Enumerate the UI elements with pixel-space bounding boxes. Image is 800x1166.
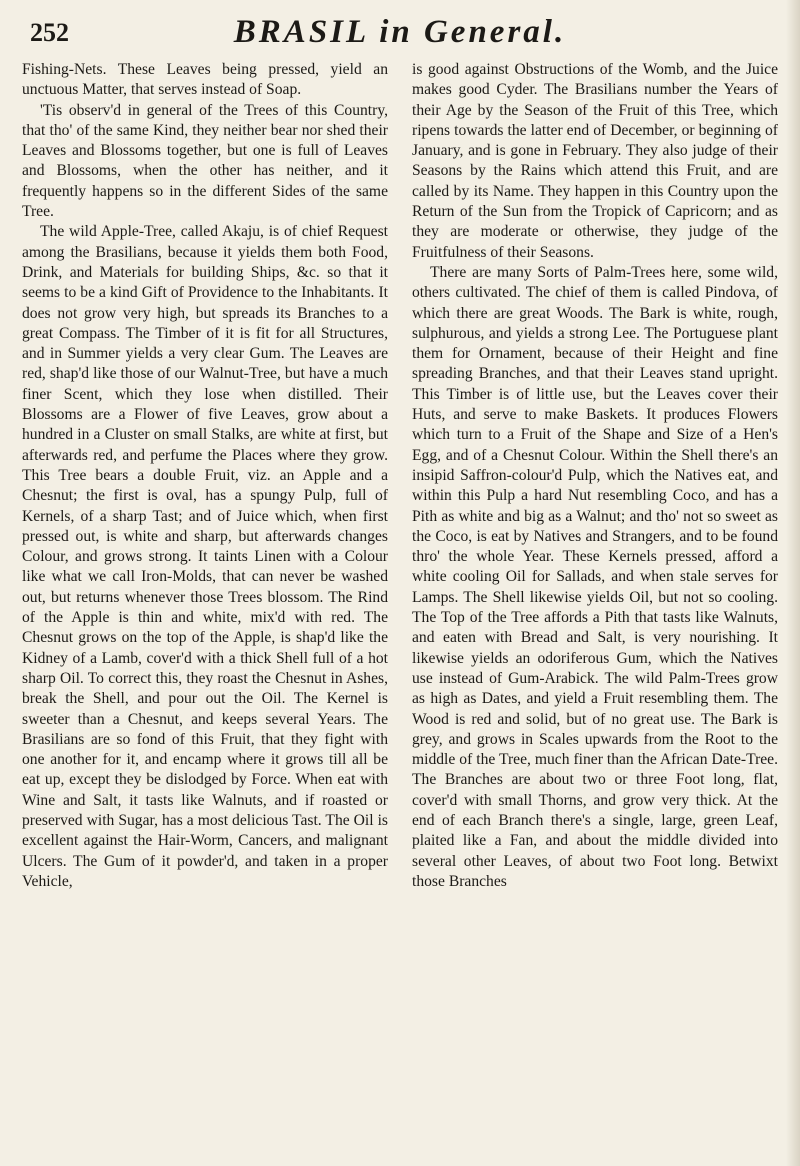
text-columns xyxy=(22,60,778,892)
paragraph: The wild Apple-Tree, called Akaju, is of chief Request among the Brasilians, because it yields them both Food, Drink, and Materials for building Ships, &c. so that it seems to be a kind Gift of Providence to the Inhabitants. It does not grow very high, but spreads its Branches to a great Compass. The Timber of it is fit for all Structures, and in Summer yields a very clear Gum. The Leaves are red, shap'd like those of our Walnut-Tree, but have a much finer Scent, which they lose when distilled. Their Blossoms are a Flower of five Leaves, grow about a hundred in a Cluster on small Stalks, are white at first, but afterwards red, and perfume the Places where they grow. This Tree bears a double Fruit, viz. an Apple and a Chesnut; the first is oval, has a spungy Pulp, full of Kernels, of a sharp Tast; and of Juice which, when first pressed out, is white and sharp, but afterwards changes Colour, and grows strong. It taints Linen with a Colour like what we call Iron-Molds, that can never be washed out, but returns whenever those Trees blossom. The Rind of the Apple is thin and white, mix'd with red. The Chesnut grows on the top of the Apple, is shap'd like the Kidney of a Lamb, cover'd with a thick Shell full of a hot sharp Oil. To correct this, they roast the Chesnut in Ashes, break the Shell, and pour out the Oil. The Kernel is sweeter than a Chesnut, and keeps several Years. The Brasilians are so fond of this Fruit, that they fight with one another for it, and encamp where it grows till all be eat up, except they be dislodged by Force. When eat with Wine and Salt, it tasts like Walnuts, and if roasted or preserved with Sugar, has a most delicious Tast. The Oil is excellent against the Hair-Worm, Cancers, and malignant Ulcers. The Gum of it powder'd, and taken in a proper Vehicle, xyxy=(22,223,388,890)
paragraph: There are many Sorts of Palm-Trees here, some wild, others cultivated. The chief of them is called Pindova, of which there are great Woods. The Bark is white, rough, sulphurous, and yields a strong Lee. The Portuguese plant them for Ornament, because of their Height and fine spreading Branches, and that their Leaves stand upright. This Timber is of little use, but the Leaves cover their Huts, and serve to make Baskets. It produces Flowers which turn to a Fruit of the Shape and Size of a Hen's Egg, and of a Chesnut Colour. Within the Shell there's an insipid Saffron-colour'd Pulp, which the Natives eat, and within this Pulp a hard Nut resembling Coco, and has a Pith as white and big as a Walnut; and tho' not so sweet as the Coco, is eat by Natives and Strangers, and to be found thro' the whole Year. These Kernels pressed, afford a white cooling Oil for Sallads, and when stale serves for Lamps. The Shell likewise yields Oil, but not so cooling. The Top of the Tree affords a Pith that tasts like Walnuts, and eaten with Bread and Salt, is very nourishing. It likewise yields an odoriferous Gum, which the Natives use instead of Gum-Arabick. The wild Palm-Trees grow as high as Dates, and yield a Fruit resembling them. The Wood is red and solid, but of no great use. The Bark is grey, and grows in Scales upwards from the Root to the middle of the Tree, much finer than the African Date-Tree. The Branches are about two or three Foot long, flat, cover'd with small Thorns, and grow very thick. At the end of each Branch there's a single, large, green Leaf, plaited like a Fan, and about the middle divided into several other Leaves, of about two Foot long. Betwixt those Branches xyxy=(412,263,778,890)
paragraph: 'Tis observ'd in general of the Trees of this Country, that tho' of the same Kind, they neither bear nor shed their Leaves and Blossoms together, but one is full of Leaves and Blossoms, when the other has neither, and it frequently happens so in the different Sides of the same Tree. xyxy=(22,101,388,221)
running-title: BRASIL in General. xyxy=(233,14,567,50)
page-number: 252 xyxy=(30,18,69,47)
right-column xyxy=(412,60,778,892)
paragraph: is good against Obstructions of the Womb, and the Juice makes good Cyder. The Brasilians number the Years of their Age by the Season of the Fruit of this Tree, which ripens towards the latter end of December, or beginning of January, and is gone in February. They also judge of their Seasons by the Rains which attend this Fruit, and are called by its Name. They happen in this Country upon the Return of the Sun from the Tropick of Capricorn; and as they are moderate or otherwise, they judge of the Fruitfulness of their Seasons. xyxy=(412,61,778,261)
page-header xyxy=(22,14,778,60)
left-column xyxy=(22,60,388,892)
page-edge-shadow xyxy=(786,0,800,1166)
paragraph: Fishing-Nets. These Leaves being pressed, yield an unctuous Matter, that serves instead of Soap. xyxy=(22,61,388,99)
